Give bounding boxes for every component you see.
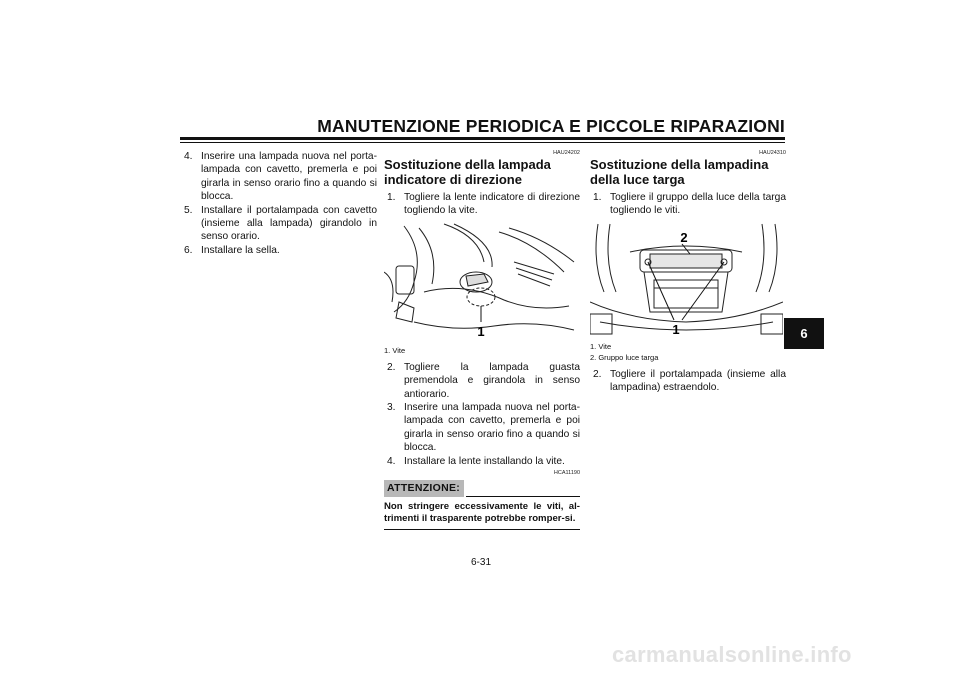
step-text: Inserire una lampada nuova nel porta-lampada con cavetto, premerla e poi girarla in senso orario fino a quando si blocca. [201, 151, 377, 203]
figure-license-light [590, 222, 786, 340]
col3-step [590, 368, 786, 395]
col3-step [590, 191, 786, 218]
col1-step [181, 150, 377, 204]
watermark-text: carmanualsonline.info [612, 642, 852, 667]
turn-signal-illustration [384, 222, 577, 344]
column-1 [181, 150, 377, 257]
col1-step [181, 244, 377, 257]
figure-turn-signal [384, 222, 580, 344]
step-text: Togliere la lente indicatore di direzione togliendo la vite. [404, 192, 580, 217]
step-number: 4. [184, 151, 193, 162]
step-text: Inserire una lampada nuova nel porta-lampada con cavetto, premerla e poi girarla in senso orario fino a quando si blocca. [404, 402, 580, 454]
col3-steps-b [590, 368, 786, 395]
column-2 [384, 150, 580, 530]
step-number: 2. [387, 361, 396, 373]
col2-step [384, 191, 580, 218]
figure-callout-1: 1 [477, 323, 485, 339]
step-number: 4. [387, 455, 396, 467]
figure-caption: 2. Gruppo luce targa [590, 352, 659, 362]
step-text: Togliere la lampada guasta premendola e girandola in senso antiorario. [404, 361, 580, 400]
column-3 [590, 150, 786, 395]
section-code: HAU24202 [553, 150, 580, 156]
figure-caption: 1. Vite [590, 341, 612, 351]
step-text: Togliere il gruppo della luce della targa togliendo le viti. [610, 192, 786, 217]
col2-step [384, 455, 580, 468]
figure-callout-1: 1 [672, 321, 680, 337]
section-title-license-light: Sostituzione della lampadina della luce targa [590, 157, 769, 187]
step-number: 6. [184, 244, 193, 256]
col3-steps-a [590, 191, 786, 218]
col2-step [384, 361, 580, 401]
attention-header [384, 480, 580, 497]
section-title-turn-signal: Sostituzione della lampada indicatore di direzione [384, 157, 551, 187]
page-header-title: MANUTENZIONE PERIODICA E PICCOLE RIPARAZIONI [317, 116, 785, 136]
col1-step-list [181, 150, 377, 257]
attention-rule [466, 496, 580, 497]
header-rule-thick [180, 137, 785, 140]
step-number: 5. [184, 204, 193, 216]
header-rule-thin [180, 142, 785, 143]
attention-code: HCA11190 [553, 470, 580, 477]
attention-text: Non stringere eccessivamente le viti, al-trimenti il trasparente potrebbe romper-si. [384, 501, 580, 530]
figure-caption: 1. Vite [384, 345, 406, 355]
step-text: Installare il portalampada con cavetto (insieme alla lampada) girandolo in senso orario. [201, 204, 377, 243]
col2-steps-b [384, 361, 580, 468]
step-number: 3. [387, 402, 396, 414]
page-number: 6-31 [470, 557, 491, 568]
section-code: HAU24310 [759, 150, 786, 156]
col2-step [384, 401, 580, 455]
license-light-illustration [590, 222, 783, 340]
chapter-tab: 6 [784, 318, 824, 349]
col2-steps-a [384, 191, 580, 218]
figure-callout-2: 2 [680, 229, 688, 245]
col1-step [181, 204, 377, 244]
step-number: 1. [593, 192, 602, 203]
step-number: 2. [593, 368, 602, 380]
step-text: Installare la lente installando la vite. [404, 455, 565, 467]
step-number: 1. [387, 192, 396, 203]
step-text: Installare la sella. [201, 244, 280, 256]
step-text: Togliere il portalampada (insieme alla lampadina) estraendolo. [610, 368, 786, 394]
attention-label: ATTENZIONE: [384, 480, 464, 497]
